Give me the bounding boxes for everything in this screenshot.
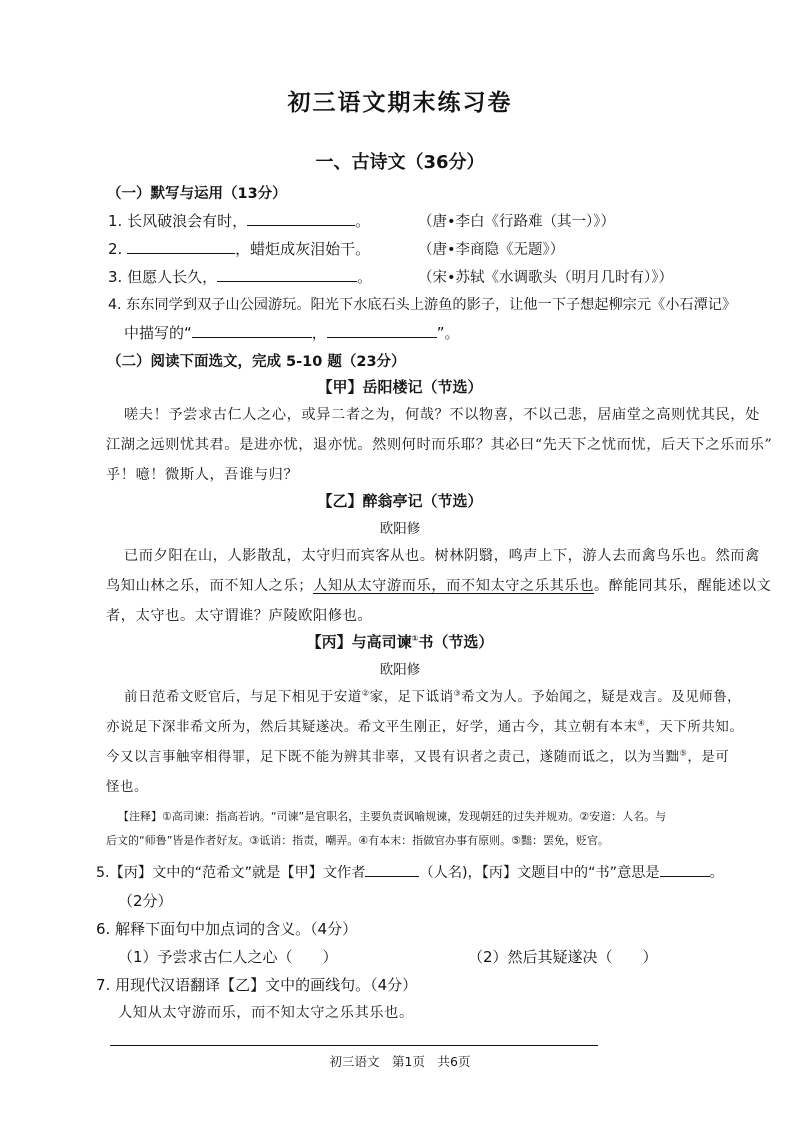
question-6a: （1）予尝求古仁人之心（ ） [118, 948, 338, 966]
question-5-score: （2分） [118, 892, 173, 910]
passage-bing-line: 今又以言事触宰相得罪，足下既不能为辨其非辜，又畏有识者之责己，遂随而诋之，以为当黜⑤，是可 [106, 748, 730, 765]
passage-yi-author: 欧阳修 [379, 521, 421, 537]
page-footer: 初三语文 第1页 共6页 [329, 1054, 471, 1069]
q2-source: （唐•李商隐《无题》） [418, 242, 565, 258]
passage-jia-line: 江湖之远则忧其君。是进亦忧，退亦忧。然则何时而乐耶？其必曰“先天下之忧而忧，后天下之乐而乐” [106, 437, 773, 453]
passage-bing-line: 怪也。 [106, 780, 148, 795]
passage-jia-line: 乎！噫！微斯人，吾谁与归？ [106, 467, 299, 483]
question-4: 4. 东东同学到双子山公园游玩。阳光下水底石头上游鱼的影子，让他一下子想起柳宗元《小石潭记》 [108, 297, 737, 313]
question-3: 3. 但愿人长久， 。 [108, 268, 373, 286]
answer-blank[interactable] [247, 211, 355, 226]
passage-jia-title: 【甲】岳阳楼记（节选） [317, 378, 483, 396]
passage-yi-line: 鸟知山林之乐，而不知人之乐；人知从太守游而乐，而不知太守之乐其乐也。醉能同其乐，醒能述以文 [106, 578, 772, 594]
question-4-line2: 中描写的“ ， ”。 [124, 324, 460, 342]
footer-divider [110, 1045, 598, 1046]
section-heading: 一、古诗文（36分） [315, 152, 485, 173]
q1-source: （唐•李白《行路难（其一）》） [418, 214, 616, 230]
annotation-line: 【注释】①高司谏：指高若讷。“司谏”是官职名，主要负责讽喻规谏，发现朝廷的过失并规劝。②安道：人名。与 [118, 810, 667, 823]
passage-yi-line: 已而夕阳在山，人影散乱，太守归而宾客从也。树林阴翳，鸣声上下，游人去而禽鸟乐也。然而禽 [124, 548, 760, 564]
answer-blank[interactable] [192, 323, 312, 338]
question-7: 7. 用现代汉语翻译【乙】文中的画线句。（4分） [96, 976, 418, 994]
question-6: 6. 解释下面句中加点词的含义。（4分） [96, 920, 358, 938]
page-title: 初三语文期末练习卷 [287, 90, 513, 116]
question-1: 1. 长风破浪会有时， 。 [108, 212, 371, 230]
question-5: 5.【丙】文中的“范希文”就是【甲】文作者 （人名)，【丙】文题目中的“书”意思是 。 [96, 862, 724, 882]
passage-bing-title: 【丙】与高司谏①书（节选） [306, 633, 494, 651]
passage-bing-line: 前日范希文贬官后，与足下相见于安道②家，足下诋诮③希文为人。予始闻之，疑是戏言。及见师鲁， [124, 688, 742, 705]
passage-bing-author: 欧阳修 [379, 662, 421, 678]
underlined-sentence: 人知从太守游而乐，而不知太守之乐其乐也 [313, 578, 594, 594]
part2-heading: （二）阅读下面选文，完成 5-10 题（23分） [107, 354, 406, 370]
question-7-sentence: 人知从太守游而乐，而不知太守之乐其乐也。 [118, 1005, 414, 1021]
question-6b: （2）然后其疑遂决（ ） [468, 948, 658, 966]
passage-jia-line: 嗟夫！予尝求古仁人之心，或异二者之为，何哉？不以物喜，不以己悲，居庙堂之高则忧其民，处 [124, 407, 760, 423]
annotation-line: 后文的“师鲁”皆是作者好友。③诋诮：指责，嘲弄。④有本末：指做官办事有原则。⑤黜：罢免，贬官。 [106, 834, 609, 847]
passage-yi-title: 【乙】醉翁亭记（节选） [317, 492, 483, 510]
answer-blank[interactable] [365, 862, 419, 877]
answer-blank[interactable] [660, 862, 710, 877]
passage-bing-line: 亦说足下深非希文所为，然后其疑遂决。希文平生刚正，好学，通古今，其立朝有本末④，天下所共知。 [106, 718, 744, 735]
answer-blank[interactable] [327, 323, 437, 338]
passage-yi-line: 者，太守也。太守谓谁？庐陵欧阳修也。 [106, 608, 373, 624]
part1-heading: （一）默写与运用（13分） [107, 186, 287, 202]
answer-blank[interactable] [217, 267, 357, 282]
q3-source: （宋•苏轼《水调歌头（明月几时有）》） [418, 270, 674, 286]
answer-blank[interactable] [127, 239, 235, 254]
question-2: 2. ，蜡炬成灰泪始干。 [108, 240, 371, 258]
